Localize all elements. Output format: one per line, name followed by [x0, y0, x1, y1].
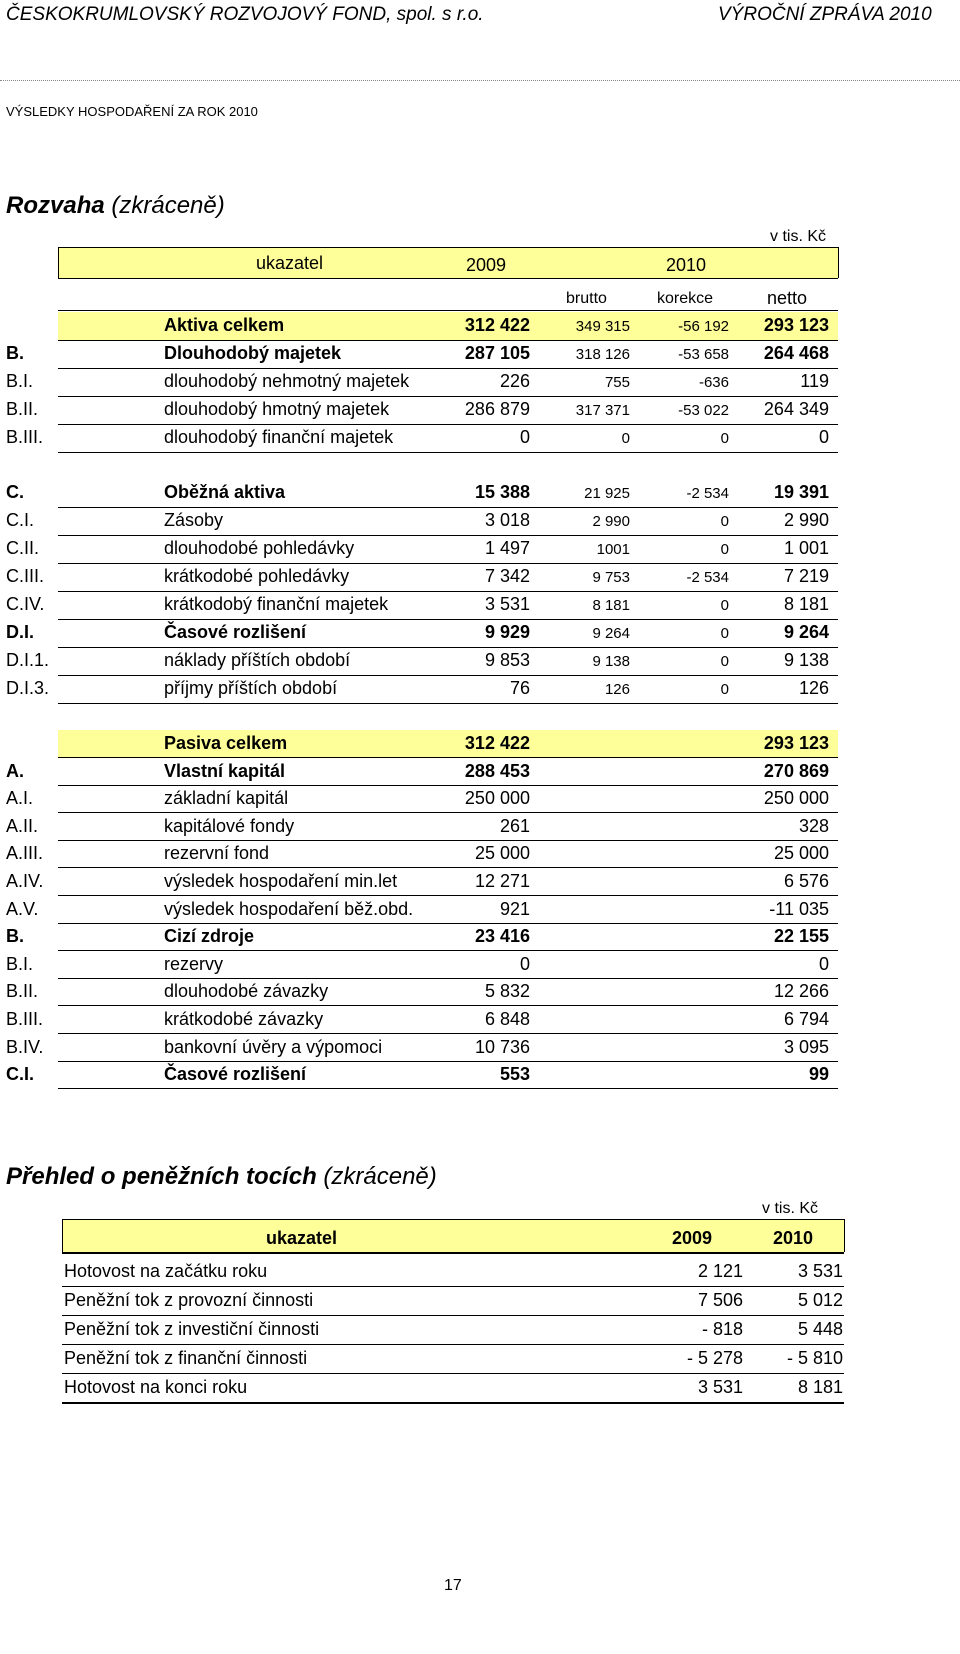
value-korekce: -53 022: [678, 402, 729, 419]
value-netto: 9 264: [783, 622, 829, 642]
value-netto: 2 990: [783, 510, 829, 530]
row-code: A.II.: [6, 815, 39, 836]
cashflow-row: [0, 1258, 900, 1286]
balance-unit: v tis. Kč: [770, 228, 827, 245]
value-2010: 5 012: [797, 1290, 843, 1310]
value-brutto: 9 264: [592, 625, 630, 642]
pasiva-row: [0, 978, 900, 1006]
cashflow-title-rest: (zkráceně): [316, 1163, 437, 1190]
row-name: krátkodobý finanční majetek: [164, 594, 389, 614]
value-netto: 25 000: [773, 843, 829, 864]
value-2009: 0: [519, 427, 530, 447]
value-korekce: 0: [720, 681, 729, 698]
cashflow-row: [0, 1345, 900, 1373]
value-netto: 119: [800, 371, 829, 391]
row-code: C.II.: [6, 538, 40, 558]
value-2010: 3 531: [797, 1261, 843, 1281]
value-netto: 6 794: [783, 1009, 829, 1029]
value-brutto: 318 126: [575, 346, 630, 363]
row-code: C.I.: [6, 510, 35, 530]
aktiva-row: [0, 396, 900, 424]
aktiva-row: [0, 591, 900, 619]
row-name: náklady příštích období: [164, 650, 351, 670]
row-name: Cizí zdroje: [164, 926, 255, 947]
row-code: B.III.: [6, 1009, 44, 1029]
balance-header-top-line: [58, 247, 838, 248]
balance-header-bottom-line: [58, 278, 838, 279]
value-brutto: 9 753: [592, 569, 630, 586]
aktiva-row: [0, 368, 900, 396]
value-2009: 312 422: [464, 315, 530, 335]
row-code: B.: [6, 926, 24, 947]
value-korekce: -2 534: [686, 485, 729, 502]
row-name: Pasiva celkem: [164, 733, 288, 753]
value-2009: 25 000: [474, 843, 530, 864]
value-2009: 3 531: [484, 594, 530, 614]
pasiva-row: [0, 1061, 900, 1089]
value-2009: - 5 278: [686, 1348, 743, 1368]
value-brutto: 21 925: [584, 485, 630, 502]
row-name: Vlastní kapitál: [164, 760, 286, 781]
row-code: B.: [6, 343, 24, 363]
row-code: A.III.: [6, 843, 44, 864]
value-netto: 264 468: [763, 343, 829, 363]
value-netto: 264 349: [763, 399, 829, 419]
value-2009: 0: [519, 953, 530, 974]
value-brutto: 1001: [596, 541, 630, 558]
balance-col-2010: 2010: [666, 255, 707, 275]
value-netto: 22 155: [773, 926, 829, 947]
row-name: Dlouhodobý majetek: [164, 343, 342, 363]
row-code: C.: [6, 482, 24, 502]
row-name: kapitálové fondy: [164, 815, 295, 836]
company-name: ČESKOKRUMLOVSKÝ ROZVOJOVÝ FOND, spol. s r.o.: [6, 4, 484, 25]
value-2009: 312 422: [464, 733, 530, 753]
row-divider: [58, 452, 838, 453]
cashflow-col-2009: 2009: [672, 1228, 713, 1248]
aktiva-row: [0, 619, 900, 647]
value-netto: 0: [818, 427, 829, 447]
row-code: D.I.: [6, 622, 35, 642]
value-korekce: 0: [720, 541, 729, 558]
value-2009: 3 531: [697, 1377, 743, 1397]
aktiva-row: [58, 312, 838, 340]
balance-title-bold: Rozvaha: [6, 192, 105, 219]
value-2009: 9 853: [484, 650, 530, 670]
value-netto: -11 035: [769, 898, 829, 919]
value-netto: 1 001: [783, 538, 829, 558]
value-netto: 6 576: [783, 871, 829, 891]
row-name: dlouhodobý hmotný majetek: [164, 399, 390, 419]
value-2009: 2 121: [697, 1261, 743, 1281]
pasiva-row: [0, 923, 900, 951]
row-name: Hotovost na konci roku: [64, 1377, 248, 1397]
value-2009: 287 105: [464, 343, 530, 363]
value-brutto: 126: [604, 681, 630, 698]
cashflow-header-bottom-line: [62, 1252, 844, 1254]
value-2009: 250 000: [464, 788, 530, 809]
cashflow-title: [6, 1163, 437, 1191]
balance-subheader-line: [58, 310, 838, 311]
value-netto: 8 181: [783, 594, 829, 614]
aktiva-row: [0, 535, 900, 563]
value-2010: - 5 810: [786, 1348, 843, 1368]
cashflow-title-bold: Přehled o peněžních tocích: [6, 1163, 317, 1190]
value-korekce: -56 192: [678, 318, 729, 335]
pasiva-row: [0, 813, 900, 841]
value-netto: 19 391: [773, 482, 829, 502]
row-code: B.I.: [6, 953, 34, 974]
value-2009: 3 018: [484, 510, 530, 530]
row-code: A.I.: [6, 788, 34, 809]
row-name: příjmy příštích období: [164, 678, 338, 698]
row-code: D.I.1.: [6, 650, 50, 670]
balance-title: [6, 192, 225, 220]
row-name: Zásoby: [164, 510, 224, 530]
value-netto: 12 266: [773, 981, 829, 1002]
row-name: krátkodobé pohledávky: [164, 566, 350, 586]
value-brutto: 317 371: [575, 402, 630, 419]
value-2009: 12 271: [474, 871, 530, 891]
row-code: A.: [6, 760, 24, 781]
value-2009: 921: [499, 898, 530, 919]
row-code: D.I.3.: [6, 678, 50, 698]
cashflow-row: [0, 1374, 900, 1402]
aktiva-row: [0, 424, 900, 452]
row-name: rezervní fond: [164, 843, 270, 864]
value-netto: 126: [798, 678, 829, 698]
cashflow-col-2010: 2010: [773, 1228, 814, 1248]
value-netto: 293 123: [763, 733, 829, 753]
aktiva-row: [0, 479, 900, 507]
pasiva-row: [0, 840, 900, 868]
value-2009: 7 506: [697, 1290, 743, 1310]
value-brutto: 9 138: [592, 653, 630, 670]
value-2009: 261: [499, 815, 530, 836]
value-korekce: -53 658: [678, 346, 729, 363]
value-2009: 226: [499, 371, 530, 391]
value-2010: 8 181: [797, 1377, 843, 1397]
aktiva-row: [0, 340, 900, 368]
value-2009: 9 929: [484, 622, 530, 642]
value-brutto: 349 315: [575, 318, 630, 335]
value-2009: 6 848: [484, 1009, 530, 1029]
section-title: VÝSLEDKY HOSPODAŘENÍ ZA ROK 2010: [6, 104, 258, 119]
row-code: B.IV.: [6, 1036, 44, 1057]
row-name: dlouhodobý nehmotný majetek: [164, 371, 410, 391]
aktiva-row: [0, 563, 900, 591]
balance-header-right-line: [838, 247, 839, 278]
pasiva-row: [0, 896, 900, 924]
row-name: Časové rozlišení: [164, 1064, 307, 1085]
value-2009: 1 497: [484, 538, 530, 558]
pasiva-row: [0, 951, 900, 979]
value-netto: 99: [808, 1064, 829, 1085]
value-netto: 3 095: [783, 1036, 829, 1057]
row-name: rezervy: [164, 953, 224, 974]
cashflow-header-band: [62, 1219, 844, 1252]
cashflow-header-right-line: [844, 1219, 845, 1252]
row-code: A.IV.: [6, 871, 44, 891]
value-netto: 0: [818, 953, 829, 974]
value-2010: 5 448: [797, 1319, 843, 1339]
value-2009: 553: [499, 1064, 530, 1085]
value-brutto: 0: [621, 430, 630, 447]
row-code: B.III.: [6, 427, 44, 447]
cashflow-row: [0, 1287, 900, 1315]
row-name: výsledek hospodaření min.let: [164, 871, 398, 891]
page-number: 17: [444, 1577, 462, 1594]
value-korekce: 0: [720, 430, 729, 447]
value-korekce: -636: [698, 374, 729, 391]
report-title: VÝROČNÍ ZPRÁVA 2010: [718, 4, 932, 25]
balance-header-band: [58, 247, 838, 278]
value-korekce: 0: [720, 653, 729, 670]
balance-title-rest: (zkráceně): [104, 192, 225, 219]
value-korekce: 0: [720, 597, 729, 614]
balance-sub-netto: netto: [767, 288, 808, 308]
row-name: Peněžní tok z provozní činnosti: [64, 1290, 314, 1310]
balance-col-2009: 2009: [466, 255, 507, 275]
cashflow-header-top-line: [62, 1219, 844, 1220]
aktiva-row: [0, 675, 900, 703]
row-name: Hotovost na začátku roku: [64, 1261, 268, 1281]
pasiva-row: [0, 1006, 900, 1034]
row-code: C.IV.: [6, 594, 45, 614]
row-code: B.I.: [6, 371, 34, 391]
row-divider: [62, 1402, 844, 1404]
row-code: B.II.: [6, 981, 39, 1002]
value-2009: 286 879: [464, 399, 530, 419]
value-2009: - 818: [701, 1319, 743, 1339]
row-name: Oběžná aktiva: [164, 482, 286, 502]
pasiva-row: [0, 758, 900, 786]
row-divider: [58, 1088, 838, 1089]
value-brutto: 2 990: [592, 513, 630, 530]
row-name: bankovní úvěry a výpomoci: [164, 1036, 383, 1057]
row-name: Peněžní tok z finanční činnosti: [64, 1348, 308, 1368]
row-name: Časové rozlišení: [164, 622, 307, 642]
value-netto: 9 138: [783, 650, 829, 670]
value-netto: 293 123: [763, 315, 829, 335]
value-2009: 7 342: [484, 566, 530, 586]
value-2009: 288 453: [464, 760, 530, 781]
aktiva-row: [0, 647, 900, 675]
value-2009: 10 736: [474, 1036, 530, 1057]
value-korekce: 0: [720, 625, 729, 642]
pasiva-row: [0, 868, 900, 896]
cashflow-col-indicator: ukazatel: [266, 1228, 338, 1248]
pasiva-row: [0, 1034, 900, 1062]
row-name: krátkodobé závazky: [164, 1009, 324, 1029]
row-name: dlouhodobé pohledávky: [164, 538, 355, 558]
balance-sub-korekce: korekce: [657, 290, 714, 307]
balance-header-left-line: [58, 247, 59, 278]
row-name: výsledek hospodaření běž.obd.: [164, 898, 414, 919]
value-2009: 76: [509, 678, 530, 698]
balance-sub-brutto: brutto: [566, 290, 607, 307]
value-netto: 250 000: [763, 788, 829, 809]
cashflow-row: [0, 1316, 900, 1344]
row-code: C.III.: [6, 566, 45, 586]
pasiva-row: [0, 785, 900, 813]
row-name: dlouhodobé závazky: [164, 981, 329, 1002]
value-korekce: -2 534: [686, 569, 729, 586]
aktiva-row: [0, 507, 900, 535]
value-netto: 328: [798, 815, 829, 836]
value-2009: 5 832: [484, 981, 530, 1002]
value-brutto: 755: [604, 374, 630, 391]
row-name: základní kapitál: [164, 788, 289, 809]
row-divider: [58, 703, 838, 704]
cashflow-unit: v tis. Kč: [762, 1200, 819, 1217]
row-name: Aktiva celkem: [164, 315, 285, 335]
row-name: Peněžní tok z investiční činnosti: [64, 1319, 320, 1339]
value-korekce: 0: [720, 513, 729, 530]
pasiva-row: [58, 730, 838, 758]
row-code: A.V.: [6, 898, 39, 919]
value-brutto: 8 181: [592, 597, 630, 614]
value-netto: 7 219: [783, 566, 829, 586]
row-name: dlouhodobý finanční majetek: [164, 427, 394, 447]
row-code: C.I.: [6, 1064, 35, 1085]
row-code: B.II.: [6, 399, 39, 419]
cashflow-header-left-line: [62, 1219, 63, 1252]
balance-col-indicator: ukazatel: [256, 253, 324, 273]
header-divider: [0, 80, 960, 81]
value-2009: 15 388: [474, 482, 530, 502]
value-netto: 270 869: [763, 760, 829, 781]
value-2009: 23 416: [474, 926, 530, 947]
